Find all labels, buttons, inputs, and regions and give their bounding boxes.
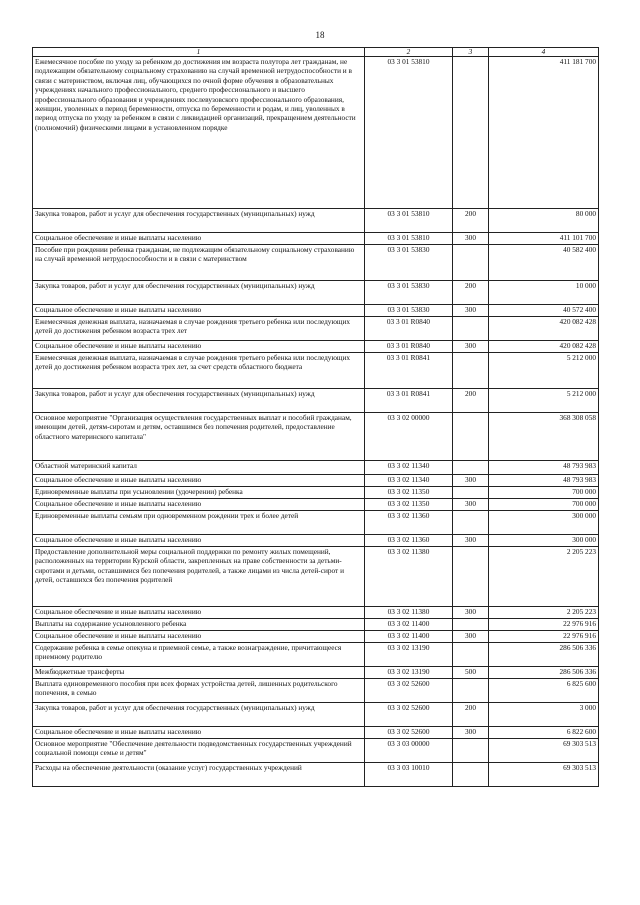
table-row — [33, 461, 599, 475]
table-header-row — [33, 48, 599, 57]
table-row — [33, 607, 599, 619]
table-row — [33, 547, 599, 607]
row-expense-type — [453, 679, 489, 703]
row-code: 03 3 02 52600 — [365, 703, 453, 727]
row-name: Социальное обеспечение и иные выплаты населению — [33, 631, 365, 643]
row-name: Областной материнский капитал — [33, 461, 365, 475]
row-name: Ежемесячное пособие по уходу за ребенком до достижения им возраста полутора лет гражданам, не подлежащим обязательному социальному страхованию на случай временной нетрудоспособности и в связи с материнством, включая лиц, обучающихся по очной форме обучения в образовательных учреждениях начального профессионального, среднего профессионального и высшего профессионального образования и учреждениях послевузовского профессионального образования, женщин, уволенных в период беременности, отпуска по беременности и родам, и лиц, уволенных в период отпуска по уходу за ребенком в связи с ликвидацией организаций, прекращением деятельности (полномочий) физическими лицами в установленном порядке — [33, 57, 365, 209]
row-expense-type: 300 — [453, 607, 489, 619]
row-amount: 69 303 513 — [489, 763, 599, 787]
table-row — [33, 281, 599, 305]
row-expense-type — [453, 739, 489, 763]
row-code: 03 3 02 11360 — [365, 511, 453, 535]
row-name: Закупка товаров, работ и услуг для обеспечения государственных (муниципальных) нужд — [33, 389, 365, 413]
row-amount: 5 212 000 — [489, 389, 599, 413]
table-row — [33, 739, 599, 763]
row-name: Основное мероприятие "Обеспечение деятельности подведомственных государственных учреждений социальной помощи семье и детям" — [33, 739, 365, 763]
row-expense-type: 300 — [453, 341, 489, 353]
row-expense-type — [453, 547, 489, 607]
budget-table — [32, 47, 599, 787]
row-code: 03 3 02 13190 — [365, 643, 453, 667]
row-expense-type: 300 — [453, 631, 489, 643]
row-amount: 48 793 983 — [489, 461, 599, 475]
table-row — [33, 389, 599, 413]
row-code: 03 3 02 11340 — [365, 475, 453, 487]
table-row — [33, 499, 599, 511]
row-amount: 286 506 336 — [489, 667, 599, 679]
row-code: 03 3 02 52600 — [365, 727, 453, 739]
row-expense-type: 500 — [453, 667, 489, 679]
row-name: Предоставление дополнительной меры социальной поддержки по ремонту жилых помещений, расположенных на территории Курской области, закрепленных на праве собственности за детьми-сиротами и детьми, оставшимися без попечения родителей, а также лицами из числа детей-сирот и детей, оставшихся без попечения родителей — [33, 547, 365, 607]
table-row — [33, 233, 599, 245]
header-col-2: 2 — [365, 48, 453, 57]
row-name: Расходы на обеспечение деятельности (оказание услуг) государственных учреждений — [33, 763, 365, 787]
row-expense-type — [453, 245, 489, 281]
row-amount: 40 572 400 — [489, 305, 599, 317]
row-code: 03 3 02 13190 — [365, 667, 453, 679]
table-row — [33, 475, 599, 487]
row-expense-type — [453, 461, 489, 475]
table-row — [33, 667, 599, 679]
row-code: 03 3 01 R0841 — [365, 389, 453, 413]
row-name: Социальное обеспечение и иные выплаты населению — [33, 499, 365, 511]
row-name: Единовременные выплаты при усыновлении (удочерении) ребенка — [33, 487, 365, 499]
row-name: Социальное обеспечение и иные выплаты населению — [33, 535, 365, 547]
row-amount: 22 976 916 — [489, 619, 599, 631]
row-name: Единовременные выплаты семьям при одновременном рождении трех и более детей — [33, 511, 365, 535]
row-expense-type — [453, 643, 489, 667]
row-amount: 10 000 — [489, 281, 599, 305]
row-expense-type — [453, 619, 489, 631]
table-row — [33, 317, 599, 341]
row-expense-type: 200 — [453, 209, 489, 233]
row-code: 03 3 02 52600 — [365, 679, 453, 703]
row-amount: 420 082 428 — [489, 341, 599, 353]
row-name: Социальное обеспечение и иные выплаты населению — [33, 727, 365, 739]
header-col-3: 3 — [453, 48, 489, 57]
row-code: 03 3 02 11350 — [365, 487, 453, 499]
row-name: Закупка товаров, работ и услуг для обеспечения государственных (муниципальных) нужд — [33, 209, 365, 233]
row-name: Выплаты на содержание усыновленного ребенка — [33, 619, 365, 631]
table-row — [33, 341, 599, 353]
row-amount: 22 976 916 — [489, 631, 599, 643]
table-row — [33, 57, 599, 209]
table-row — [33, 727, 599, 739]
table-row — [33, 619, 599, 631]
row-expense-type: 300 — [453, 233, 489, 245]
table-row — [33, 487, 599, 499]
row-expense-type — [453, 763, 489, 787]
header-col-4: 4 — [489, 48, 599, 57]
row-amount: 3 000 — [489, 703, 599, 727]
row-expense-type: 200 — [453, 281, 489, 305]
row-code: 03 3 02 11400 — [365, 631, 453, 643]
row-code: 03 3 02 11350 — [365, 499, 453, 511]
row-amount: 411 101 700 — [489, 233, 599, 245]
row-amount: 300 000 — [489, 511, 599, 535]
row-amount: 411 181 700 — [489, 57, 599, 209]
row-expense-type: 300 — [453, 305, 489, 317]
row-code: 03 3 02 11360 — [365, 535, 453, 547]
row-name: Социальное обеспечение и иные выплаты населению — [33, 607, 365, 619]
row-amount: 5 212 000 — [489, 353, 599, 389]
row-expense-type: 300 — [453, 727, 489, 739]
row-expense-type: 200 — [453, 389, 489, 413]
page-number: 18 — [315, 30, 325, 40]
row-name: Социальное обеспечение и иные выплаты населению — [33, 233, 365, 245]
row-expense-type: 200 — [453, 703, 489, 727]
row-amount: 2 205 223 — [489, 607, 599, 619]
row-amount: 80 000 — [489, 209, 599, 233]
table-row — [33, 413, 599, 461]
row-name: Пособие при рождении ребенка гражданам, не подлежащим обязательному социальному страхованию на случай временной нетрудоспособности и в связи с материнством — [33, 245, 365, 281]
row-name: Закупка товаров, работ и услуг для обеспечения государственных (муниципальных) нужд — [33, 281, 365, 305]
row-code: 03 3 02 00000 — [365, 413, 453, 461]
row-code: 03 3 01 53810 — [365, 233, 453, 245]
row-code: 03 3 01 R0840 — [365, 341, 453, 353]
table-row — [33, 245, 599, 281]
row-expense-type — [453, 511, 489, 535]
table-row — [33, 305, 599, 317]
row-expense-type — [453, 57, 489, 209]
row-code: 03 3 03 10010 — [365, 763, 453, 787]
row-amount: 40 582 400 — [489, 245, 599, 281]
row-name: Межбюджетные трансферты — [33, 667, 365, 679]
row-name: Основное мероприятие "Организация осуществления государственных выплат и пособий гражданам, имеющим детей, детям-сиротам и детям, оставшимся без попечения родителей, предоставление областного материнского капитала" — [33, 413, 365, 461]
table-row — [33, 679, 599, 703]
row-name: Социальное обеспечение и иные выплаты населению — [33, 475, 365, 487]
row-code: 03 3 02 11340 — [365, 461, 453, 475]
row-amount: 286 506 336 — [489, 643, 599, 667]
row-amount: 300 000 — [489, 535, 599, 547]
row-expense-type: 300 — [453, 535, 489, 547]
row-code: 03 3 01 53810 — [365, 57, 453, 209]
row-name: Социальное обеспечение и иные выплаты населению — [33, 341, 365, 353]
row-name: Социальное обеспечение и иные выплаты населению — [33, 305, 365, 317]
row-expense-type — [453, 353, 489, 389]
header-col-1: 1 — [33, 48, 365, 57]
row-name: Закупка товаров, работ и услуг для обеспечения государственных (муниципальных) нужд — [33, 703, 365, 727]
table-row — [33, 535, 599, 547]
row-code: 03 3 01 53830 — [365, 281, 453, 305]
row-code: 03 3 03 00000 — [365, 739, 453, 763]
table-row — [33, 631, 599, 643]
table-row — [33, 511, 599, 535]
row-code: 03 3 02 11380 — [365, 547, 453, 607]
row-code: 03 3 01 R0840 — [365, 317, 453, 341]
row-name: Ежемесячная денежная выплата, назначаемая в случае рождения третьего ребенка или последующих детей до достижения ребенком возраста трех лет, за счет средств областного бюджета — [33, 353, 365, 389]
row-amount: 48 793 983 — [489, 475, 599, 487]
row-expense-type — [453, 317, 489, 341]
row-code: 03 3 02 11380 — [365, 607, 453, 619]
row-code: 03 3 02 11400 — [365, 619, 453, 631]
row-code: 03 3 01 R0841 — [365, 353, 453, 389]
row-code: 03 3 01 53810 — [365, 209, 453, 233]
row-code: 03 3 01 53830 — [365, 245, 453, 281]
row-amount: 69 303 513 — [489, 739, 599, 763]
table-row — [33, 353, 599, 389]
row-amount: 368 308 058 — [489, 413, 599, 461]
row-expense-type — [453, 413, 489, 461]
table-row — [33, 703, 599, 727]
row-expense-type: 300 — [453, 499, 489, 511]
row-amount: 6 822 600 — [489, 727, 599, 739]
row-amount: 420 082 428 — [489, 317, 599, 341]
row-expense-type: 300 — [453, 475, 489, 487]
row-amount: 700 000 — [489, 499, 599, 511]
row-amount: 6 825 600 — [489, 679, 599, 703]
row-amount: 2 205 223 — [489, 547, 599, 607]
table-row — [33, 643, 599, 667]
row-amount: 700 000 — [489, 487, 599, 499]
table-row — [33, 209, 599, 233]
row-name: Ежемесячная денежная выплата, назначаемая в случае рождения третьего ребенка или последующих детей до достижения ребенком возраста трех лет — [33, 317, 365, 341]
row-expense-type — [453, 487, 489, 499]
row-code: 03 3 01 53830 — [365, 305, 453, 317]
row-name: Выплата единовременного пособия при всех формах устройства детей, лишенных родительского попечения, в семью — [33, 679, 365, 703]
table-row — [33, 763, 599, 787]
row-name: Содержание ребенка в семье опекуна и приемной семье, а также вознаграждение, причитающееся приемному родителю — [33, 643, 365, 667]
